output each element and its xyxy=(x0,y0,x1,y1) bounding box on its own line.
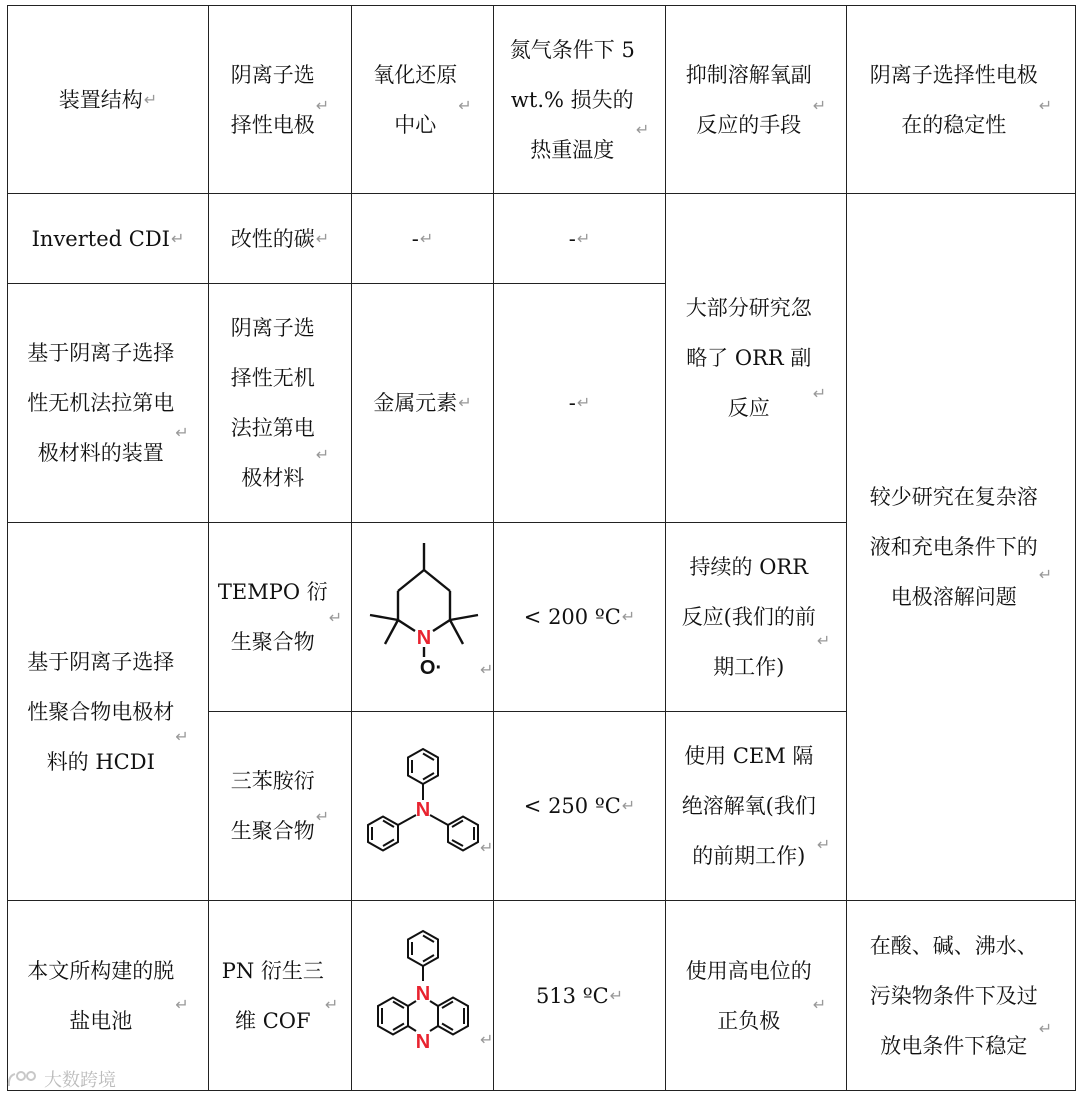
cell-text: 基于阴离子选择 性聚合物电极材 料的 HCDI xyxy=(27,649,175,774)
return-mark: ↵ xyxy=(812,384,827,403)
header-text: 装置结构 xyxy=(58,87,143,112)
cell-text: 改性的碳 xyxy=(230,226,315,251)
cell-text: - xyxy=(411,226,419,251)
cell-r1-redox xyxy=(352,194,493,283)
triphenylamine-nitrogen: N xyxy=(415,799,431,821)
return-mark: ↵ xyxy=(315,807,330,826)
cell-text: 三苯胺衍 生聚合物 xyxy=(230,769,315,843)
cell-text: 使用 CEM 隔 绝溶解氧(我们 的前期工作) xyxy=(681,744,816,868)
header-anion-electrode xyxy=(209,6,351,193)
return-mark: ↵ xyxy=(576,228,591,248)
cell-text: 持续的 ORR 反应(我们的前 期工作) xyxy=(681,555,816,679)
return-mark: ↵ xyxy=(480,1030,494,1049)
return-mark: ↵ xyxy=(175,423,189,442)
return-mark: ↵ xyxy=(175,995,189,1014)
cell-text: 基于阴离子选择 性无机法拉第电 极材料的装置 xyxy=(27,341,175,465)
cell-text: PN 衍生三 维 COF xyxy=(221,958,324,1033)
cell-r2-tga xyxy=(494,284,665,522)
header-orr-suppression xyxy=(666,6,846,193)
cell-text: < 200 ºC xyxy=(523,605,621,629)
cell-r4-electrode xyxy=(209,712,351,900)
cell-r2-electrode xyxy=(209,284,351,522)
cell-r5-electrode xyxy=(209,901,351,1090)
table-border-right xyxy=(1075,5,1076,1091)
header-text: 阴离子选 择性电极 xyxy=(230,62,315,137)
cell-text: 使用高电位的 正负极 xyxy=(685,958,812,1033)
phenazine-nitrogen-top: N xyxy=(415,983,431,1005)
cell-text: Inverted CDI xyxy=(31,226,170,251)
cell-text: < 250 ºC xyxy=(523,794,621,818)
return-mark: ↵ xyxy=(816,631,831,650)
return-mark: ↵ xyxy=(458,393,472,412)
cell-r12-orr xyxy=(666,194,846,522)
return-mark: ↵ xyxy=(576,393,591,412)
return-mark: ↵ xyxy=(315,96,330,115)
cell-r3-tga xyxy=(494,523,665,711)
cell-text: 在酸、碱、沸水、 污染物条件下及过 放电条件下稳定 xyxy=(869,933,1038,1058)
return-mark: ↵ xyxy=(458,96,472,115)
cell-r1-electrode xyxy=(209,194,351,283)
cell-text: 513 ºC xyxy=(535,983,609,1008)
header-electrode-stability xyxy=(847,6,1075,193)
cell-text: 金属元素 xyxy=(373,391,458,415)
cell-r5-device xyxy=(8,901,208,1090)
return-mark: ↵ xyxy=(1038,565,1053,584)
header-text: 抑制溶解氧副 反应的手段 xyxy=(685,62,812,137)
header-text: 氧化还原 中心 xyxy=(373,62,458,137)
phenazine-structure xyxy=(352,901,493,1090)
cell-r34-device xyxy=(8,523,208,900)
cell-text: 阴离子选 择性无机 法拉第电 极材料 xyxy=(230,316,315,490)
triphenylamine-structure xyxy=(352,712,493,900)
cell-r1-tga xyxy=(494,194,665,283)
cell-r5-orr xyxy=(666,901,846,1090)
tempo-oxygen-radical: O· xyxy=(419,657,443,679)
return-mark: ↵ xyxy=(328,608,343,627)
return-mark: ↵ xyxy=(816,835,831,854)
cell-text: 本文所构建的脱 盐电池 xyxy=(27,958,175,1033)
header-redox-center xyxy=(352,6,493,193)
tempo-nitrogen: N xyxy=(416,627,432,649)
return-mark: ↵ xyxy=(315,445,330,464)
tempo-structure xyxy=(352,523,493,711)
cell-text: 大部分研究忽 略了 ORR 副 反应 xyxy=(685,296,812,420)
return-mark: ↵ xyxy=(812,995,827,1014)
return-mark: ↵ xyxy=(315,228,330,248)
cell-text: TEMPO 衍 生聚合物 xyxy=(217,580,328,654)
phenazine-nitrogen-bottom: N xyxy=(415,1031,431,1053)
return-mark: ↵ xyxy=(621,607,636,626)
cell-r1-device xyxy=(8,194,208,283)
return-mark: ↵ xyxy=(812,96,827,115)
return-mark: ↵ xyxy=(621,796,636,815)
header-device-structure xyxy=(8,6,208,193)
cell-text: 较少研究在复杂溶 液和充电条件下的 电极溶解问题 xyxy=(869,485,1038,609)
cell-text: - xyxy=(568,226,576,251)
return-mark: ↵ xyxy=(143,89,158,109)
return-mark: ↵ xyxy=(170,228,185,248)
cell-r3-orr xyxy=(666,523,846,711)
cell-r4-tga xyxy=(494,712,665,900)
return-mark: ↵ xyxy=(635,120,650,139)
cell-r2-redox xyxy=(352,284,493,522)
cell-r5-tga xyxy=(494,901,665,1090)
return-mark: ↵ xyxy=(175,727,189,746)
return-mark: ↵ xyxy=(419,228,434,248)
cell-r2-device xyxy=(8,284,208,522)
return-mark: ↵ xyxy=(324,995,339,1014)
header-text: 氮气条件下 5 wt.% 损失的 热重温度 xyxy=(509,37,635,162)
header-tga-temperature xyxy=(494,6,665,193)
return-mark: ↵ xyxy=(609,985,624,1005)
cell-r1to4-stability xyxy=(847,194,1075,900)
return-mark: ↵ xyxy=(1038,1019,1053,1038)
watermark xyxy=(6,1066,116,1092)
table-border-bottom xyxy=(7,1090,1076,1091)
watermark-logo-icon xyxy=(6,1068,40,1090)
cell-r5-stability xyxy=(847,901,1075,1090)
cell-r4-orr xyxy=(666,712,846,900)
return-mark: ↵ xyxy=(480,660,494,679)
return-mark: ↵ xyxy=(480,838,494,857)
header-text: 阴离子选择性电极 在的稳定性 xyxy=(869,62,1038,137)
cell-r3-electrode xyxy=(209,523,351,711)
return-mark: ↵ xyxy=(1038,96,1053,115)
watermark-text: 大数跨境 xyxy=(44,1070,116,1091)
cell-text: - xyxy=(568,391,576,415)
